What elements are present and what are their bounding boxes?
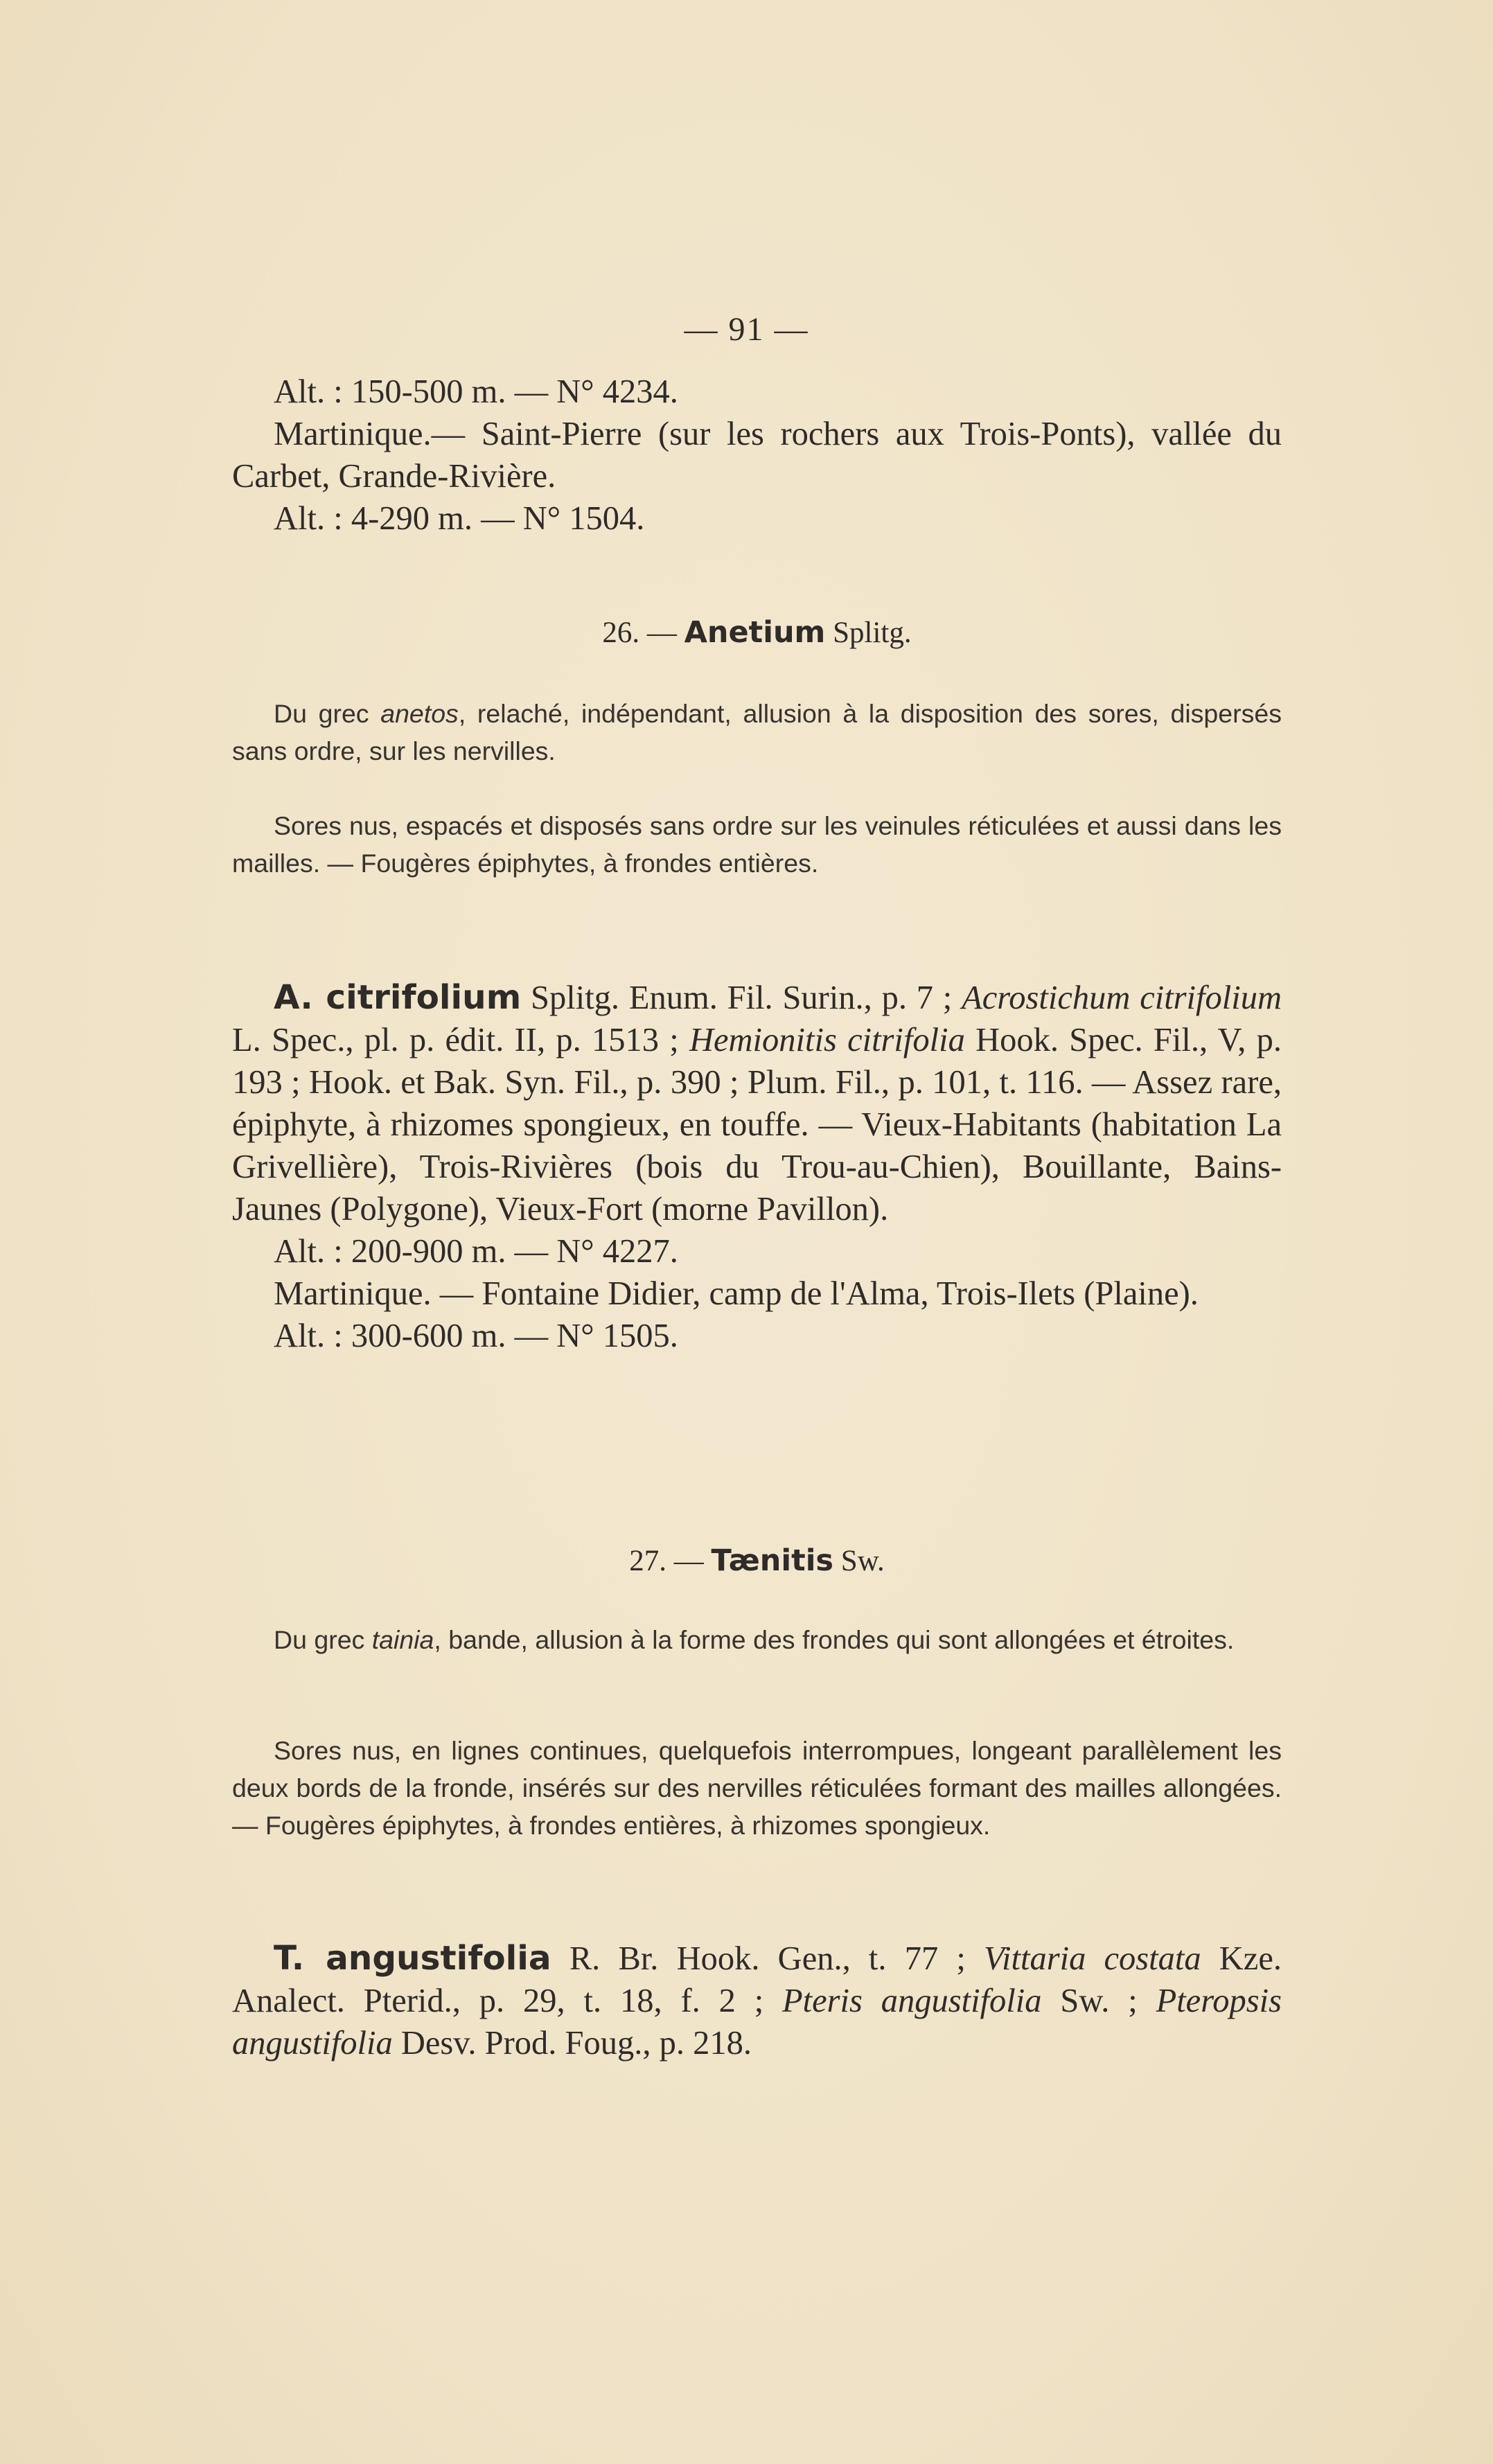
- section-number: 26. —: [602, 617, 677, 649]
- genus-name: Anetium: [684, 615, 826, 650]
- section-number: 27. —: [629, 1545, 704, 1577]
- reference-text: Hook. Spec. Fil., V, p. 193 ; Hook. et Bak. Syn. Fil., p. 390 ; Plum. Fil., p. 101, t. 116. — Assez rare, épiphyte, à rhizomes spongieux, en touffe. — Vieux-Habitants (habitation La Grivellière), Trois-Rivières (bois du Trou-au-Chien), Bouillante, Bains-Jaunes (Polygone), Vieux-Fort (morne Pavillon).: [232, 1022, 1282, 1227]
- synonym-name: Hemionitis citrifolia: [689, 1022, 965, 1058]
- altitude-line: Alt. : 4-290 m. — N° 1504.: [274, 500, 645, 537]
- etymology-prefix: Du grec: [274, 1625, 372, 1654]
- reference-text: R. Br. Hook. Gen., t. 77 ;: [551, 1940, 984, 1977]
- etymology-27: [232, 1621, 1282, 1658]
- etymology-text: , relaché, indépendant, allusion à la disposition des sores, dispersés sans ordre, sur les nervilles.: [232, 699, 1282, 765]
- top-block: [232, 371, 1282, 540]
- genus-author: Sw.: [840, 1545, 885, 1577]
- synonym-name: Pteris angustifolia: [782, 1983, 1042, 2019]
- reference-text: L. Spec., pl. p. édit. II, p. 1513 ;: [232, 1022, 689, 1058]
- altitude-line: Alt. : 200-900 m. — N° 4227.: [274, 1233, 678, 1270]
- altitude-line: Alt. : 150-500 m. — N° 4234.: [274, 373, 678, 410]
- section-heading-27: [232, 1543, 1282, 1578]
- genus-description: Sores nus, espacés et disposés sans ordre sur les veinules réticulées et aussi dans les mailles. — Fougères épiphytes, à frondes entières.: [232, 811, 1282, 878]
- species-name: A. citrifolium: [274, 978, 522, 1017]
- reference-text: Splitg. Enum. Fil. Surin., p. 7 ;: [521, 980, 962, 1016]
- description-26: [232, 807, 1282, 882]
- etymology-word: anetos: [380, 699, 459, 728]
- description-27: [232, 1732, 1282, 1844]
- genus-name: Tænitis: [711, 1543, 834, 1578]
- genus-author: Splitg.: [833, 617, 912, 649]
- etymology-26: [232, 695, 1282, 770]
- species-name: T. angustifolia: [274, 1939, 551, 1978]
- reference-text: Sw. ;: [1041, 1983, 1156, 2019]
- etymology-word: tainia: [371, 1625, 434, 1654]
- synonym-name: Pteropsis angustifolia: [232, 1983, 1282, 2062]
- species-angustifolia: [232, 1938, 1282, 2064]
- reference-text: Kze. Analect. Pterid., p. 29, t. 18, f. 2 ;: [232, 1940, 1282, 2019]
- martinique-paragraph: Martinique. — Fontaine Didier, camp de l'Alma, Trois-Ilets (Plaine).: [274, 1275, 1199, 1312]
- reference-text: Desv. Prod. Foug., p. 218.: [392, 2025, 752, 2062]
- section-heading-26: [232, 615, 1282, 650]
- synonym-name: Acrostichum citrifolium: [962, 980, 1282, 1016]
- altitude-line: Alt. : 300-600 m. — N° 1505.: [274, 1318, 678, 1354]
- genus-description: Sores nus, en lignes continues, quelquefois interrompues, longeant parallèlement les deux bords de la fronde, insérés sur des nervilles réticulées formant des mailles allongées. — Fougères épiphytes, à frondes entières, à rhizomes spongieux.: [232, 1736, 1282, 1840]
- etymology-text: , bande, allusion à la forme des frondes qui sont allongées et étroites.: [434, 1625, 1235, 1654]
- martinique-paragraph: Martinique.— Saint-Pierre (sur les rochers aux Trois-Ponts), vallée du Carbet, Grande-Rivière.: [232, 416, 1282, 495]
- etymology-prefix: Du grec: [274, 699, 381, 728]
- page-number: — 91 —: [684, 311, 809, 348]
- species-citrifolium: [232, 977, 1282, 1357]
- synonym-name: Vittaria costata: [984, 1940, 1201, 1977]
